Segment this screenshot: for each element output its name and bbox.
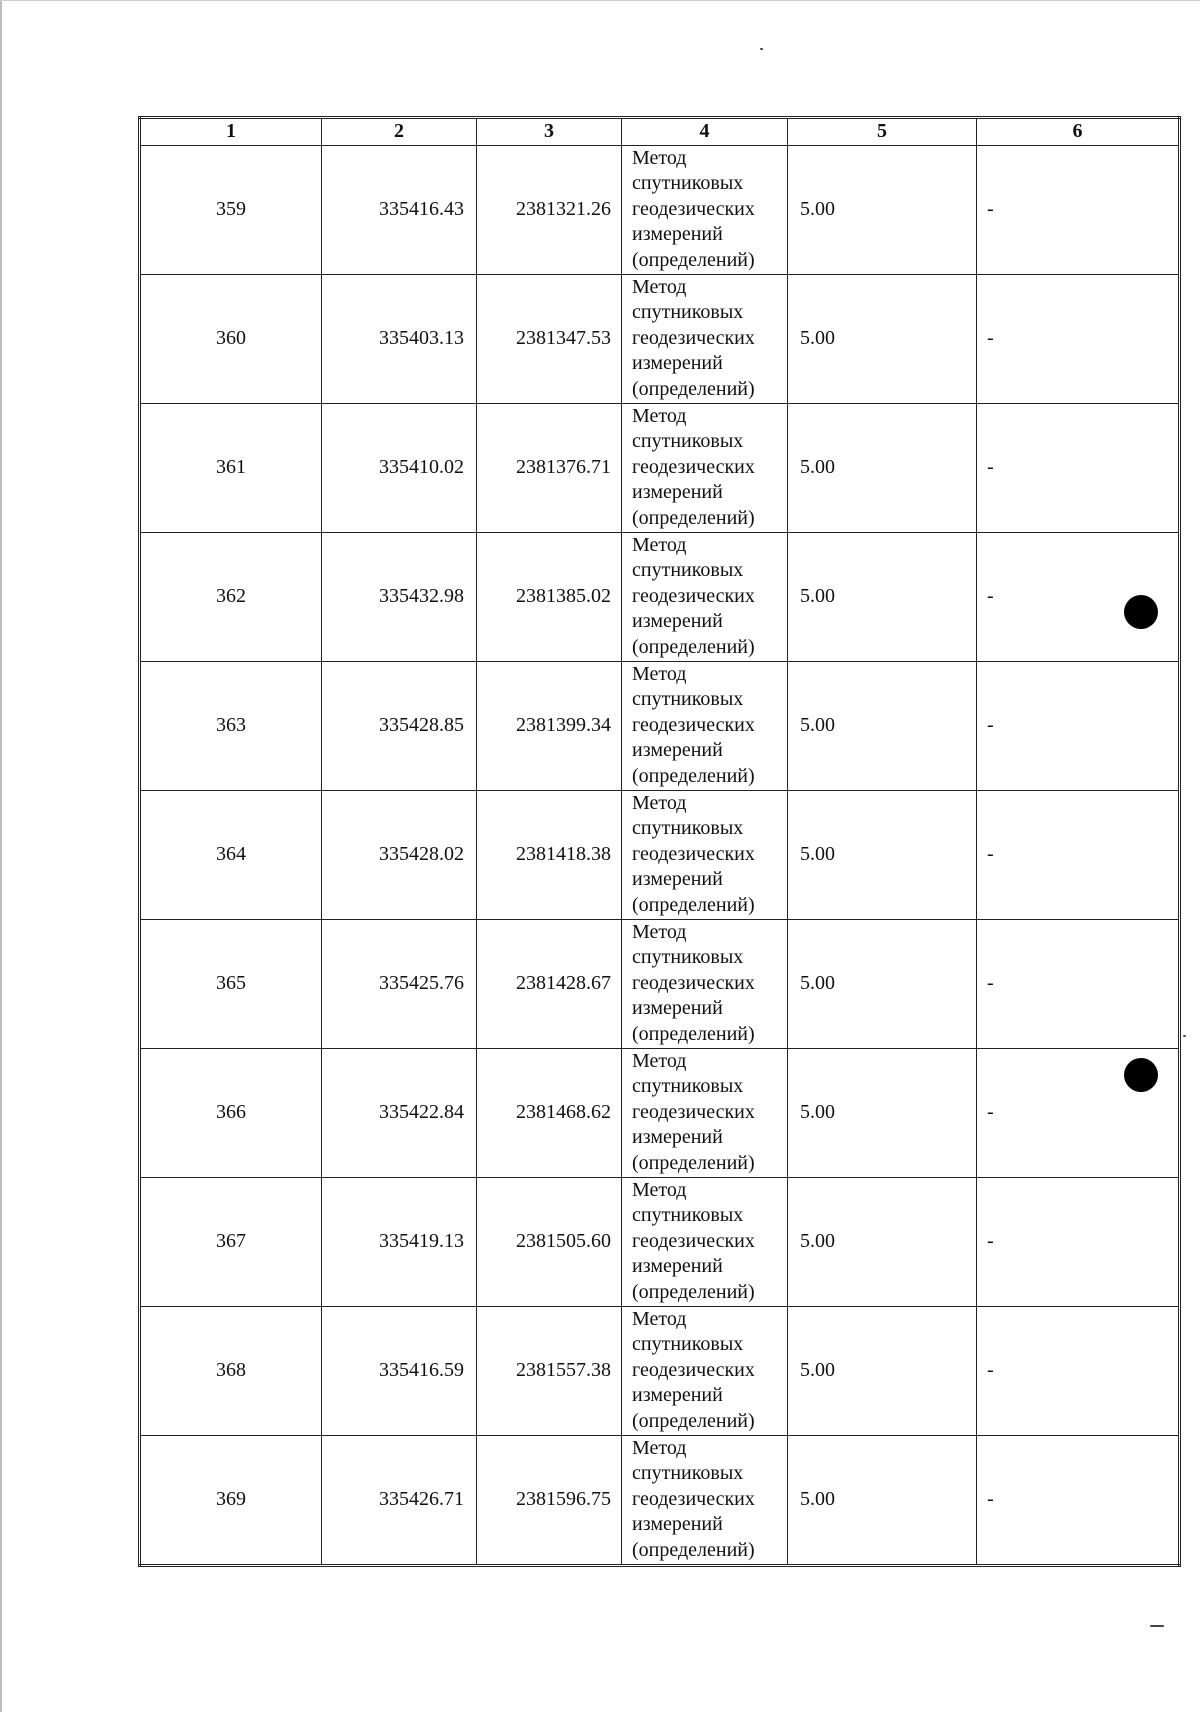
point-number: 359 <box>140 145 322 274</box>
table-row <box>140 1048 1180 1177</box>
point-number: 368 <box>140 1306 322 1435</box>
method-line: (определений) <box>632 506 755 529</box>
accuracy-value: 5.00 <box>788 1435 977 1565</box>
method-line: измерений <box>632 1126 723 1149</box>
method-line: спутниковых <box>632 946 744 969</box>
header-col-1: 1 <box>140 118 322 146</box>
coordinate-x: 335428.85 <box>322 661 477 790</box>
header-col-4: 4 <box>622 118 788 146</box>
method-line: спутниковых <box>632 688 744 711</box>
method-cell <box>622 661 788 790</box>
coordinate-y: 2381399.34 <box>477 661 622 790</box>
method-line: Метод <box>632 1307 687 1330</box>
method-line: Метод <box>632 1178 687 1201</box>
accuracy-value: 5.00 <box>788 274 977 403</box>
method-line: Метод <box>632 1436 687 1459</box>
coordinate-y: 2381468.62 <box>477 1048 622 1177</box>
method-line: спутниковых <box>632 817 744 840</box>
method-line: Метод <box>632 404 687 427</box>
header-col-3: 3 <box>477 118 622 146</box>
coordinate-y: 2381321.26 <box>477 145 622 274</box>
coordinate-y: 2381557.38 <box>477 1306 622 1435</box>
method-line: (определений) <box>632 377 755 400</box>
method-line: геодезических <box>632 1358 755 1381</box>
method-line: спутниковых <box>632 172 744 195</box>
method-line: (определений) <box>632 893 755 916</box>
accuracy-value: 5.00 <box>788 403 977 532</box>
table-row <box>140 661 1180 790</box>
method-line: измерений <box>632 997 723 1020</box>
method-line: спутниковых <box>632 301 744 324</box>
coordinate-x: 335432.98 <box>322 532 477 661</box>
method-line: Метод <box>632 791 687 814</box>
note-value: - <box>977 274 1180 403</box>
table-row <box>140 1435 1180 1565</box>
method-line: (определений) <box>632 1280 755 1303</box>
note-value: - <box>977 532 1180 661</box>
coordinate-x: 335416.43 <box>322 145 477 274</box>
table-row <box>140 919 1180 1048</box>
point-number: 369 <box>140 1435 322 1565</box>
header-row <box>140 118 1180 146</box>
method-cell <box>622 919 788 1048</box>
note-value: - <box>977 1306 1180 1435</box>
coordinate-y: 2381385.02 <box>477 532 622 661</box>
method-line: геодезических <box>632 455 755 478</box>
method-cell <box>622 274 788 403</box>
method-line: спутниковых <box>632 1204 744 1227</box>
coordinates-table <box>138 116 1181 1567</box>
method-cell <box>622 1177 788 1306</box>
accuracy-value: 5.00 <box>788 919 977 1048</box>
method-line: Метод <box>632 662 687 685</box>
note-value: - <box>977 1048 1180 1177</box>
point-number: 360 <box>140 274 322 403</box>
coordinate-x: 335403.13 <box>322 274 477 403</box>
method-line: геодезических <box>632 326 755 349</box>
method-line: (определений) <box>632 1409 755 1432</box>
scan-edge-line <box>0 0 2 1712</box>
scan-speck <box>1150 1625 1164 1627</box>
note-value: - <box>977 1435 1180 1565</box>
method-line: спутниковых <box>632 430 744 453</box>
method-line: геодезических <box>632 1487 755 1510</box>
method-line: (определений) <box>632 764 755 787</box>
method-line: Метод <box>632 275 687 298</box>
method-line: (определений) <box>632 1538 755 1561</box>
header-col-5: 5 <box>788 118 977 146</box>
method-line: Метод <box>632 1049 687 1072</box>
table-row <box>140 790 1180 919</box>
method-line: (определений) <box>632 635 755 658</box>
method-cell <box>622 145 788 274</box>
ink-blot <box>1124 595 1158 629</box>
method-line: (определений) <box>632 1151 755 1174</box>
coordinate-x: 335422.84 <box>322 1048 477 1177</box>
method-line: измерений <box>632 1513 723 1536</box>
accuracy-value: 5.00 <box>788 1048 977 1177</box>
note-value: - <box>977 790 1180 919</box>
coordinate-y: 2381418.38 <box>477 790 622 919</box>
table-row <box>140 274 1180 403</box>
point-number: 363 <box>140 661 322 790</box>
accuracy-value: 5.00 <box>788 790 977 919</box>
coordinate-y: 2381505.60 <box>477 1177 622 1306</box>
method-line: измерений <box>632 481 723 504</box>
method-line: спутниковых <box>632 1462 744 1485</box>
method-line: геодезических <box>632 1229 755 1252</box>
method-line: геодезических <box>632 713 755 736</box>
method-cell <box>622 532 788 661</box>
method-line: геодезических <box>632 1100 755 1123</box>
accuracy-value: 5.00 <box>788 1306 977 1435</box>
table-body <box>140 145 1180 1565</box>
table-row <box>140 1177 1180 1306</box>
method-line: спутниковых <box>632 1075 744 1098</box>
method-line: геодезических <box>632 584 755 607</box>
header-col-6: 6 <box>977 118 1180 146</box>
method-line: геодезических <box>632 971 755 994</box>
accuracy-value: 5.00 <box>788 532 977 661</box>
method-cell <box>622 1435 788 1565</box>
coordinate-y: 2381428.67 <box>477 919 622 1048</box>
method-line: спутниковых <box>632 559 744 582</box>
point-number: 362 <box>140 532 322 661</box>
coordinate-x: 335425.76 <box>322 919 477 1048</box>
coordinate-x: 335426.71 <box>322 1435 477 1565</box>
header-col-2: 2 <box>322 118 477 146</box>
point-number: 367 <box>140 1177 322 1306</box>
point-number: 365 <box>140 919 322 1048</box>
note-value: - <box>977 403 1180 532</box>
method-cell <box>622 790 788 919</box>
table-row <box>140 532 1180 661</box>
coordinate-x: 335428.02 <box>322 790 477 919</box>
coordinate-y: 2381376.71 <box>477 403 622 532</box>
coordinate-y: 2381347.53 <box>477 274 622 403</box>
method-line: измерений <box>632 1255 723 1278</box>
note-value: - <box>977 919 1180 1048</box>
method-line: измерений <box>632 868 723 891</box>
method-line: (определений) <box>632 248 755 271</box>
scan-speck <box>760 48 763 50</box>
point-number: 366 <box>140 1048 322 1177</box>
ink-blot <box>1124 1058 1158 1092</box>
method-line: Метод <box>632 533 687 556</box>
accuracy-value: 5.00 <box>788 145 977 274</box>
method-line: Метод <box>632 920 687 943</box>
accuracy-value: 5.00 <box>788 1177 977 1306</box>
coordinate-y: 2381596.75 <box>477 1435 622 1565</box>
point-number: 361 <box>140 403 322 532</box>
method-cell <box>622 1306 788 1435</box>
table-row <box>140 403 1180 532</box>
note-value: - <box>977 145 1180 274</box>
method-line: измерений <box>632 1384 723 1407</box>
method-line: измерений <box>632 610 723 633</box>
method-line: геодезических <box>632 842 755 865</box>
method-line: (определений) <box>632 1022 755 1045</box>
coordinate-x: 335410.02 <box>322 403 477 532</box>
point-number: 364 <box>140 790 322 919</box>
note-value: - <box>977 1177 1180 1306</box>
method-cell <box>622 403 788 532</box>
note-value: - <box>977 661 1180 790</box>
accuracy-value: 5.00 <box>788 661 977 790</box>
scan-top-edge <box>0 0 1200 1</box>
table-row <box>140 1306 1180 1435</box>
method-line: измерений <box>632 739 723 762</box>
method-line: спутниковых <box>632 1333 744 1356</box>
table-row <box>140 145 1180 274</box>
coordinate-x: 335416.59 <box>322 1306 477 1435</box>
method-line: Метод <box>632 146 687 169</box>
scan-speck <box>1183 1035 1186 1037</box>
coordinate-x: 335419.13 <box>322 1177 477 1306</box>
method-line: измерений <box>632 352 723 375</box>
method-line: измерений <box>632 223 723 246</box>
method-cell <box>622 1048 788 1177</box>
method-line: геодезических <box>632 197 755 220</box>
